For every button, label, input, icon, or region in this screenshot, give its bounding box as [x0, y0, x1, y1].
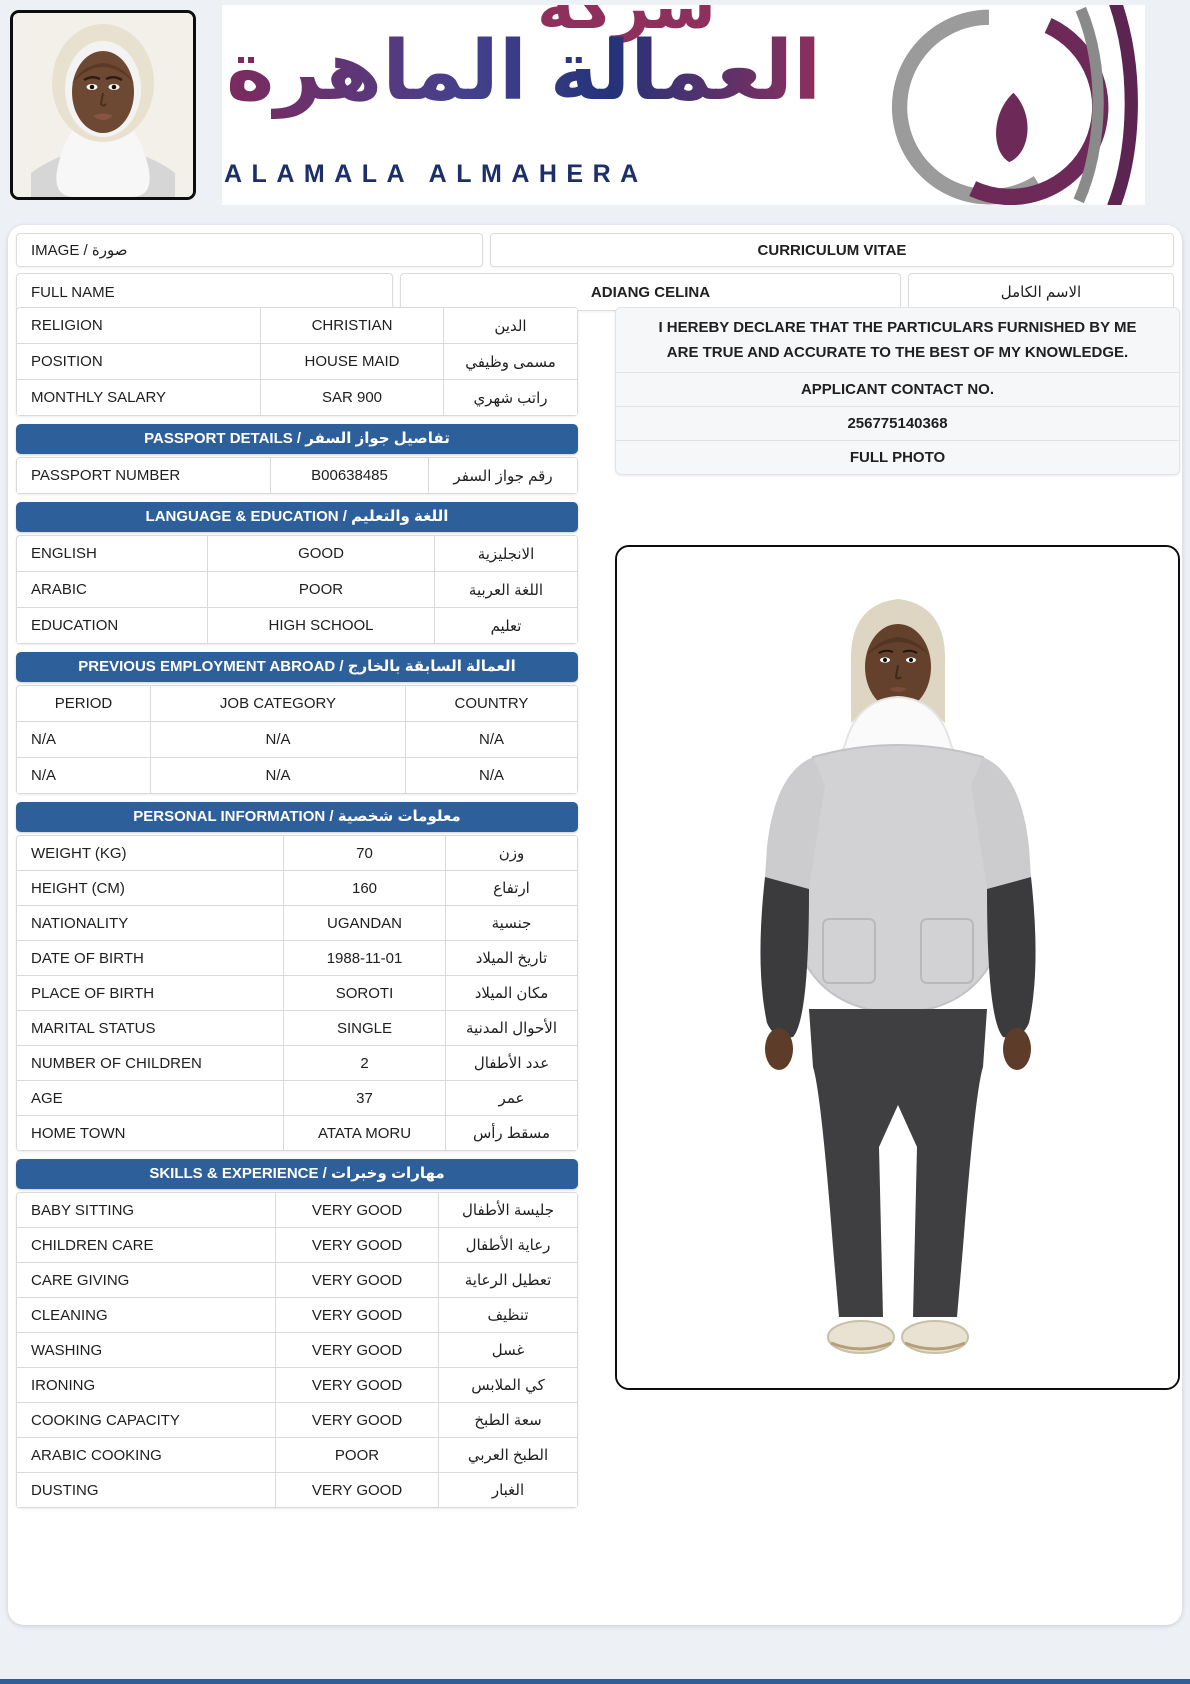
skills-experience-table [16, 1192, 578, 1508]
full-name-value: ADIANG CELINA [400, 273, 901, 311]
field-label-arabic: مكان الميلاد [446, 976, 578, 1011]
page-title: CURRICULUM VITAE [490, 233, 1174, 267]
field-label-arabic: مسمى وظيفي [444, 344, 578, 380]
field-label: IRONING [17, 1368, 276, 1403]
section-header-previous-employment: PREVIOUS EMPLOYMENT ABROAD / العمالة السابقة بالخارج [16, 652, 578, 682]
field-value: ATATA MORU [284, 1116, 446, 1151]
field-label: DATE OF BIRTH [17, 941, 284, 976]
field-label: PLACE OF BIRTH [17, 976, 284, 1011]
language-education-table [16, 535, 578, 644]
field-value: POOR [208, 572, 435, 608]
field-label: ENGLISH [17, 536, 208, 572]
section-header-personal-information: PERSONAL INFORMATION / معلومات شخصية [16, 802, 578, 832]
field-label: MONTHLY SALARY [17, 380, 261, 416]
company-logo [222, 5, 1145, 205]
field-value: VERY GOOD [276, 1263, 439, 1298]
field-value: VERY GOOD [276, 1368, 439, 1403]
field-value: VERY GOOD [276, 1473, 439, 1508]
right-column [615, 307, 1180, 1390]
portrait-illustration [13, 13, 193, 197]
field-label: ARABIC [17, 572, 208, 608]
field-label-arabic: الدين [444, 308, 578, 344]
field-label-arabic: كي الملابس [439, 1368, 578, 1403]
field-label: CLEANING [17, 1298, 276, 1333]
field-value: SOROTI [284, 976, 446, 1011]
cv-card [8, 225, 1182, 1625]
full-name-label-arabic: الاسم الكامل [908, 273, 1174, 311]
field-label: CHILDREN CARE [17, 1228, 276, 1263]
field-label: CARE GIVING [17, 1263, 276, 1298]
section-header-skills-experience: SKILLS & EXPERIENCE / مهارات وخبرات [16, 1159, 578, 1189]
field-value: 1988-11-01 [284, 941, 446, 976]
field-label: AGE [17, 1081, 284, 1116]
field-value: VERY GOOD [276, 1228, 439, 1263]
field-label-arabic: الأحوال المدنية [446, 1011, 578, 1046]
company-logo-mark-icon [831, 5, 1145, 205]
applicant-contact-label: APPLICANT CONTACT NO. [616, 373, 1179, 407]
passport-table [16, 457, 578, 494]
table-cell: N/A [406, 722, 578, 758]
section-header-passport: PASSPORT DETAILS / تفاصيل جواز السفر [16, 424, 578, 454]
footer-bar [0, 1679, 1190, 1684]
field-label: COOKING CAPACITY [17, 1403, 276, 1438]
field-label-arabic: ارتفاع [446, 871, 578, 906]
field-label-arabic: غسل [439, 1333, 578, 1368]
field-value: VERY GOOD [276, 1333, 439, 1368]
field-label: WASHING [17, 1333, 276, 1368]
column-header: COUNTRY [406, 686, 578, 722]
field-label: NUMBER OF CHILDREN [17, 1046, 284, 1081]
field-label: HOME TOWN [17, 1116, 284, 1151]
field-label-arabic: رقم جواز السفر [429, 458, 578, 494]
applicant-full-photo [615, 545, 1180, 1390]
field-label-arabic: تعطيل الرعاية [439, 1263, 578, 1298]
table-cell: N/A [151, 758, 406, 794]
table-cell: N/A [406, 758, 578, 794]
field-value: VERY GOOD [276, 1298, 439, 1333]
applicant-portrait-photo [10, 10, 196, 200]
field-label: NATIONALITY [17, 906, 284, 941]
field-label-arabic: راتب شهري [444, 380, 578, 416]
field-label: WEIGHT (KG) [17, 836, 284, 871]
declaration-text: I HEREBY DECLARE THAT THE PARTICULARS FURNISHED BY ME ARE TRUE AND ACCURATE TO THE BEST OF MY KNOWLEDGE. [616, 308, 1179, 373]
field-value: VERY GOOD [276, 1403, 439, 1438]
field-label-arabic: تعليم [435, 608, 578, 644]
field-value: 70 [284, 836, 446, 871]
table-cell: N/A [17, 758, 151, 794]
field-label-arabic: اللغة العربية [435, 572, 578, 608]
field-label-arabic: مسقط رأس [446, 1116, 578, 1151]
field-label: ARABIC COOKING [17, 1438, 276, 1473]
table-cell: N/A [151, 722, 406, 758]
field-label: MARITAL STATUS [17, 1011, 284, 1046]
field-value: SINGLE [284, 1011, 446, 1046]
left-column [16, 307, 578, 1508]
field-value: 160 [284, 871, 446, 906]
field-label: BABY SITTING [17, 1193, 276, 1228]
logo-arabic-text: العمالة الماهرة [226, 13, 821, 132]
field-label-arabic: سعة الطبخ [439, 1403, 578, 1438]
image-label: IMAGE / صورة [16, 233, 483, 267]
column-header: PERIOD [17, 686, 151, 722]
field-label: POSITION [17, 344, 261, 380]
full-body-illustration [617, 547, 1178, 1388]
field-label: PASSPORT NUMBER [17, 458, 271, 494]
field-value: B00638485 [271, 458, 429, 494]
field-label-arabic: رعاية الأطفال [439, 1228, 578, 1263]
applicant-contact-number: 256775140368 [616, 407, 1179, 441]
field-value: 37 [284, 1081, 446, 1116]
field-label-arabic: تاريخ الميلاد [446, 941, 578, 976]
field-value: POOR [276, 1438, 439, 1473]
field-value: SAR 900 [261, 380, 444, 416]
field-value: HIGH SCHOOL [208, 608, 435, 644]
field-label-arabic: وزن [446, 836, 578, 871]
field-label-arabic: الغبار [439, 1473, 578, 1508]
field-label-arabic: تنظيف [439, 1298, 578, 1333]
field-label: RELIGION [17, 308, 261, 344]
field-label-arabic: عدد الأطفال [446, 1046, 578, 1081]
logo-latin-text: ALAMALA ALMAHERA [224, 160, 648, 188]
field-value: HOUSE MAID [261, 344, 444, 380]
field-value: 2 [284, 1046, 446, 1081]
field-label: EDUCATION [17, 608, 208, 644]
field-label-arabic: الانجليزية [435, 536, 578, 572]
table-cell: N/A [17, 722, 151, 758]
field-value: VERY GOOD [276, 1193, 439, 1228]
field-value: GOOD [208, 536, 435, 572]
previous-employment-table [16, 685, 578, 794]
section-header-language-education: LANGUAGE & EDUCATION / اللغة والتعليم [16, 502, 578, 532]
full-photo-label: FULL PHOTO [849, 449, 946, 466]
field-label-arabic: الطبخ العربي [439, 1438, 578, 1473]
declaration-box [615, 307, 1180, 475]
field-value: CHRISTIAN [261, 308, 444, 344]
personal-information-table [16, 835, 578, 1151]
field-label-arabic: جليسة الأطفال [439, 1193, 578, 1228]
basic-info-table [16, 307, 578, 416]
field-label: HEIGHT (CM) [17, 871, 284, 906]
field-label-arabic: جنسية [446, 906, 578, 941]
full-name-label: FULL NAME [16, 273, 393, 311]
field-label-arabic: عمر [446, 1081, 578, 1116]
field-value: UGANDAN [284, 906, 446, 941]
column-header: JOB CATEGORY [151, 686, 406, 722]
field-label: DUSTING [17, 1473, 276, 1508]
